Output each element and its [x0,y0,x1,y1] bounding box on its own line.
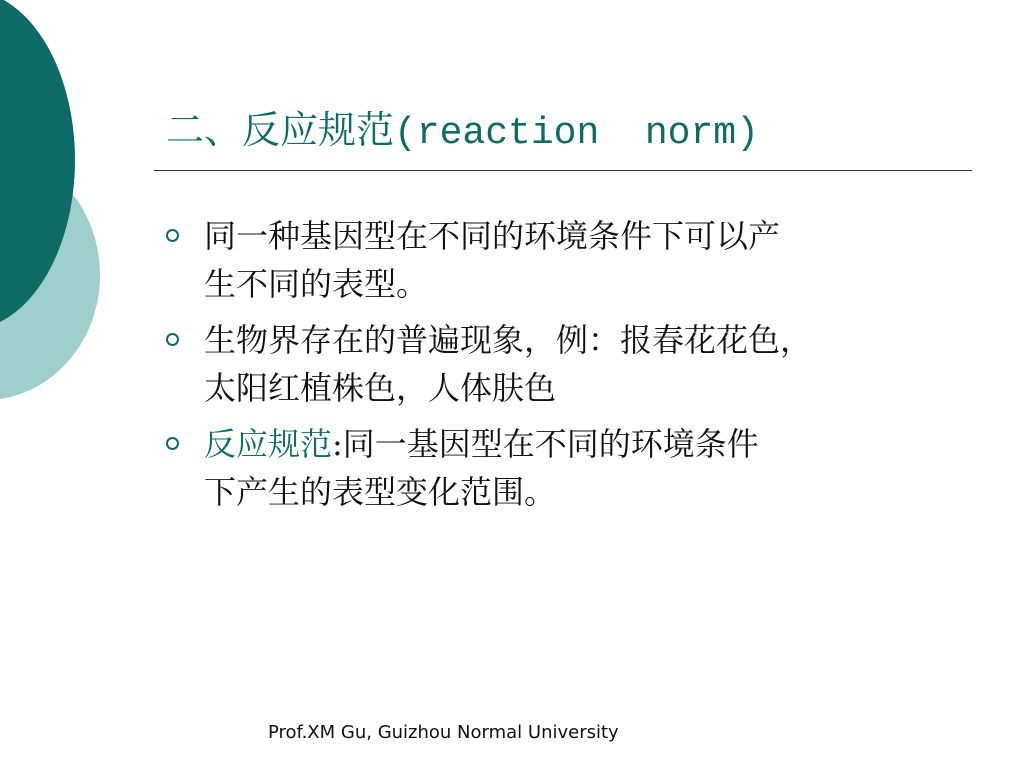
bullet-text-line: 下产生的表型变化范围。 [204,473,557,511]
hollow-circle-icon [166,229,179,242]
bullet-item [160,316,980,412]
title-chinese: 二、反应规范 [166,108,395,152]
bullet-item [160,212,980,308]
hollow-circle-icon [166,333,179,346]
bullet-text-line: 太阳红植株色，人体肤色 [204,369,557,407]
bullet-text-line: 同一种基因型在不同的环境条件下可以产 [204,217,781,255]
title-english: (reaction norm) [394,112,759,155]
bullet-item [160,420,980,516]
footer-credit: Prof.XM Gu, Guizhou Normal University [268,722,619,743]
bullet-text-line: 生不同的表型。 [204,265,429,303]
bullet-list [160,212,980,524]
bullet-text-line: :同一基因型在不同的环境条件 [332,425,759,463]
highlighted-term: 反应规范 [204,425,333,463]
bullet-text-line: 生物界存在的普遍现象，例：报春花花色， [204,321,813,359]
title-underline [154,170,972,171]
slide-title [166,100,759,164]
hollow-circle-icon [166,437,179,450]
